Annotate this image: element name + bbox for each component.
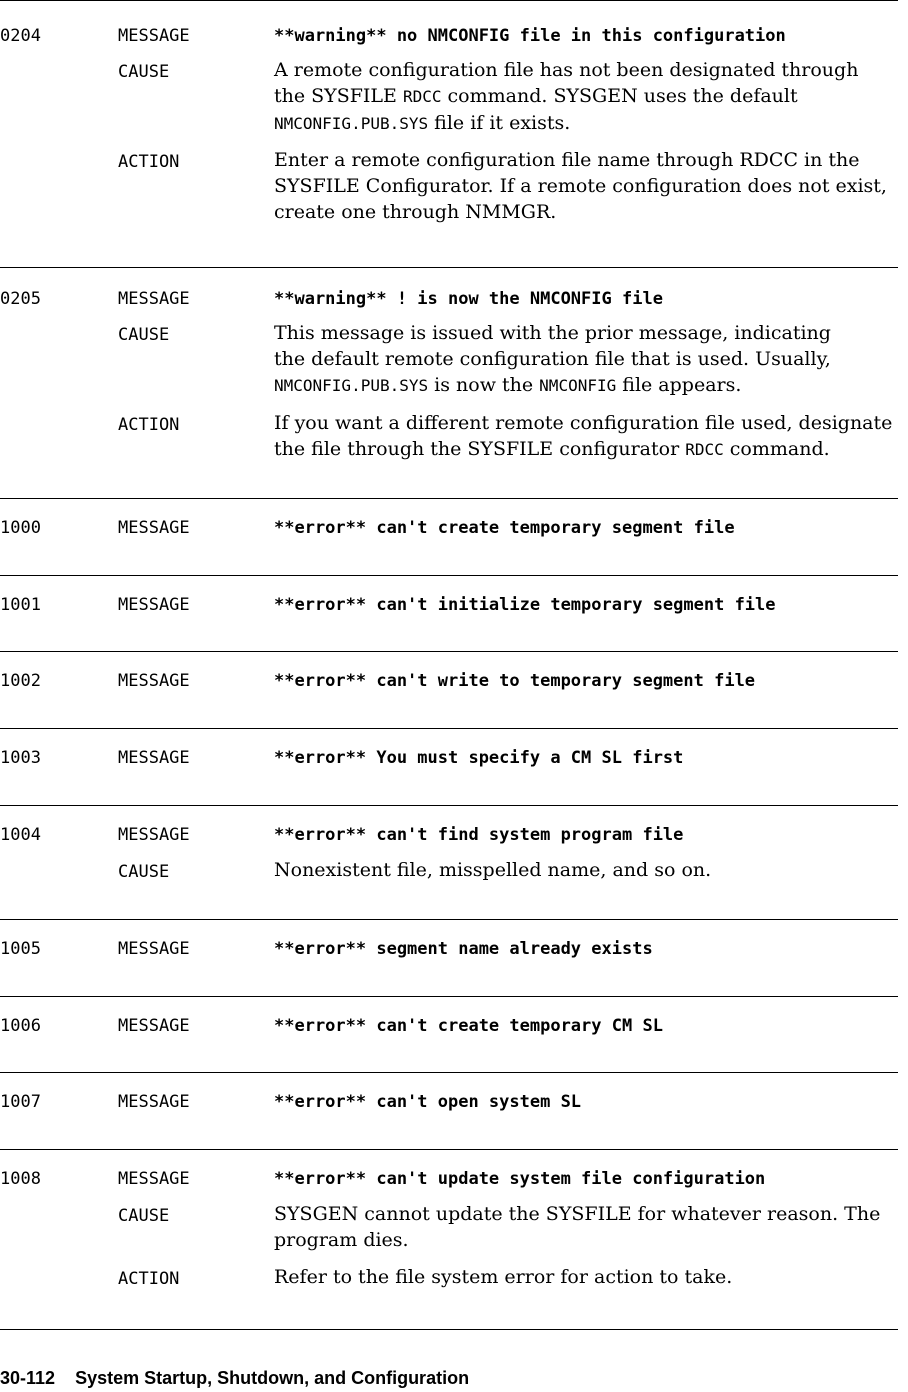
cause-line bbox=[274, 346, 898, 372]
text-run: SYSGEN cannot update the SYSFILE for whatever reason. The bbox=[274, 1203, 881, 1225]
message-entry bbox=[0, 1073, 898, 1150]
message-entry bbox=[0, 920, 898, 997]
message-code: 1000 bbox=[0, 518, 41, 538]
message-text: **warning** ! is now the NMCONFIG file bbox=[274, 289, 663, 309]
message-text: **warning** no NMCONFIG file in this configuration bbox=[274, 26, 786, 46]
message-code: 1005 bbox=[0, 939, 41, 959]
message-label: MESSAGE bbox=[118, 939, 190, 959]
action-line bbox=[274, 410, 898, 436]
message-label: MESSAGE bbox=[118, 1092, 190, 1112]
cause-label: CAUSE bbox=[118, 862, 170, 882]
action-label: ACTION bbox=[118, 1269, 180, 1289]
code-term: NMCONFIG.PUB.SYS bbox=[274, 376, 429, 395]
code-term: NMCONFIG.PUB.SYS bbox=[274, 114, 429, 133]
cause-line bbox=[274, 1201, 898, 1227]
message-label: MESSAGE bbox=[118, 289, 190, 309]
message-code: 1004 bbox=[0, 825, 41, 845]
message-entry bbox=[0, 1150, 898, 1330]
message-entry bbox=[0, 2, 898, 268]
message-code: 0204 bbox=[0, 26, 41, 46]
message-code: 1001 bbox=[0, 595, 41, 615]
message-code: 1002 bbox=[0, 671, 41, 691]
action-line bbox=[274, 173, 898, 199]
message-entry bbox=[0, 997, 898, 1073]
cause-text bbox=[274, 857, 898, 883]
message-entry bbox=[0, 499, 898, 576]
message-text: **error** segment name already exists bbox=[274, 939, 653, 959]
cause-label: CAUSE bbox=[118, 62, 170, 82]
text-run: Refer to the file system error for action to take. bbox=[274, 1266, 733, 1288]
page-footer bbox=[0, 1368, 469, 1389]
message-code: 1008 bbox=[0, 1169, 41, 1189]
cause-line bbox=[274, 83, 898, 110]
text-run: A remote configuration file has not been designated through bbox=[274, 59, 859, 81]
cause-text bbox=[274, 320, 898, 399]
action-line bbox=[274, 199, 898, 225]
text-run: file if it exists. bbox=[428, 112, 571, 134]
message-code: 0205 bbox=[0, 289, 41, 309]
cause-label: CAUSE bbox=[118, 325, 170, 345]
cause-text bbox=[274, 57, 898, 137]
text-run: program dies. bbox=[274, 1229, 409, 1251]
action-text bbox=[274, 147, 898, 225]
text-run: command. bbox=[723, 438, 830, 460]
action-text bbox=[274, 1264, 898, 1290]
text-run: This message is issued with the prior message, indicating bbox=[274, 322, 831, 344]
message-code: 1007 bbox=[0, 1092, 41, 1112]
cause-line bbox=[274, 320, 898, 346]
text-run: the SYSFILE bbox=[274, 85, 403, 107]
message-label: MESSAGE bbox=[118, 825, 190, 845]
message-label: MESSAGE bbox=[118, 748, 190, 768]
message-text: **error** can't create temporary CM SL bbox=[274, 1016, 663, 1036]
message-code: 1006 bbox=[0, 1016, 41, 1036]
text-run: file appears. bbox=[616, 374, 742, 396]
cause-line bbox=[274, 57, 898, 83]
cause-text bbox=[274, 1201, 898, 1253]
text-run: the default remote configuration file that is used. Usually, bbox=[274, 348, 831, 370]
action-line bbox=[274, 147, 898, 173]
text-run: the file through the SYSFILE configurator bbox=[274, 438, 686, 460]
cause-line bbox=[274, 110, 898, 137]
message-text: **error** can't update system file configuration bbox=[274, 1169, 766, 1189]
cause-line bbox=[274, 372, 898, 399]
text-run: command. SYSGEN uses the default bbox=[441, 85, 798, 107]
message-text: **error** can't write to temporary segment file bbox=[274, 671, 756, 691]
message-label: MESSAGE bbox=[118, 26, 190, 46]
message-text: **error** You must specify a CM SL first bbox=[274, 748, 684, 768]
action-label: ACTION bbox=[118, 415, 180, 435]
message-entry bbox=[0, 806, 898, 920]
message-entry bbox=[0, 729, 898, 806]
cause-line bbox=[274, 857, 898, 883]
message-label: MESSAGE bbox=[118, 1016, 190, 1036]
text-run: SYSFILE Configurator. If a remote configuration does not exist, bbox=[274, 175, 887, 197]
text-run: is now the bbox=[428, 374, 540, 396]
message-code: 1003 bbox=[0, 748, 41, 768]
document-title: System Startup, Shutdown, and Configuration bbox=[75, 1368, 470, 1388]
top-rule bbox=[0, 0, 898, 1]
message-catalog bbox=[0, 2, 898, 1330]
message-entry bbox=[0, 268, 898, 499]
message-text: **error** can't find system program file bbox=[274, 825, 684, 845]
page-number: 30-112 bbox=[0, 1368, 56, 1388]
message-entry bbox=[0, 652, 898, 729]
cause-line bbox=[274, 1227, 898, 1253]
message-label: MESSAGE bbox=[118, 595, 190, 615]
message-label: MESSAGE bbox=[118, 1169, 190, 1189]
text-run: Enter a remote configuration file name through RDCC in the bbox=[274, 149, 860, 171]
message-label: MESSAGE bbox=[118, 518, 190, 538]
code-term: NMCONFIG bbox=[539, 376, 617, 395]
code-term: RDCC bbox=[685, 440, 724, 459]
message-text: **error** can't initialize temporary segment file bbox=[274, 595, 776, 615]
message-text: **error** can't open system SL bbox=[274, 1092, 582, 1112]
message-text: **error** can't create temporary segment file bbox=[274, 518, 735, 538]
action-text bbox=[274, 410, 898, 463]
action-line bbox=[274, 1264, 898, 1290]
code-term: RDCC bbox=[402, 87, 442, 106]
text-run: Nonexistent file, misspelled name, and so on. bbox=[274, 859, 712, 881]
text-run: If you want a different remote configuration file used, designate bbox=[274, 412, 893, 434]
message-label: MESSAGE bbox=[118, 671, 190, 691]
action-label: ACTION bbox=[118, 152, 180, 172]
message-entry bbox=[0, 576, 898, 652]
action-line bbox=[274, 436, 898, 463]
text-run: create one through NMMGR. bbox=[274, 201, 557, 223]
cause-label: CAUSE bbox=[118, 1206, 170, 1226]
